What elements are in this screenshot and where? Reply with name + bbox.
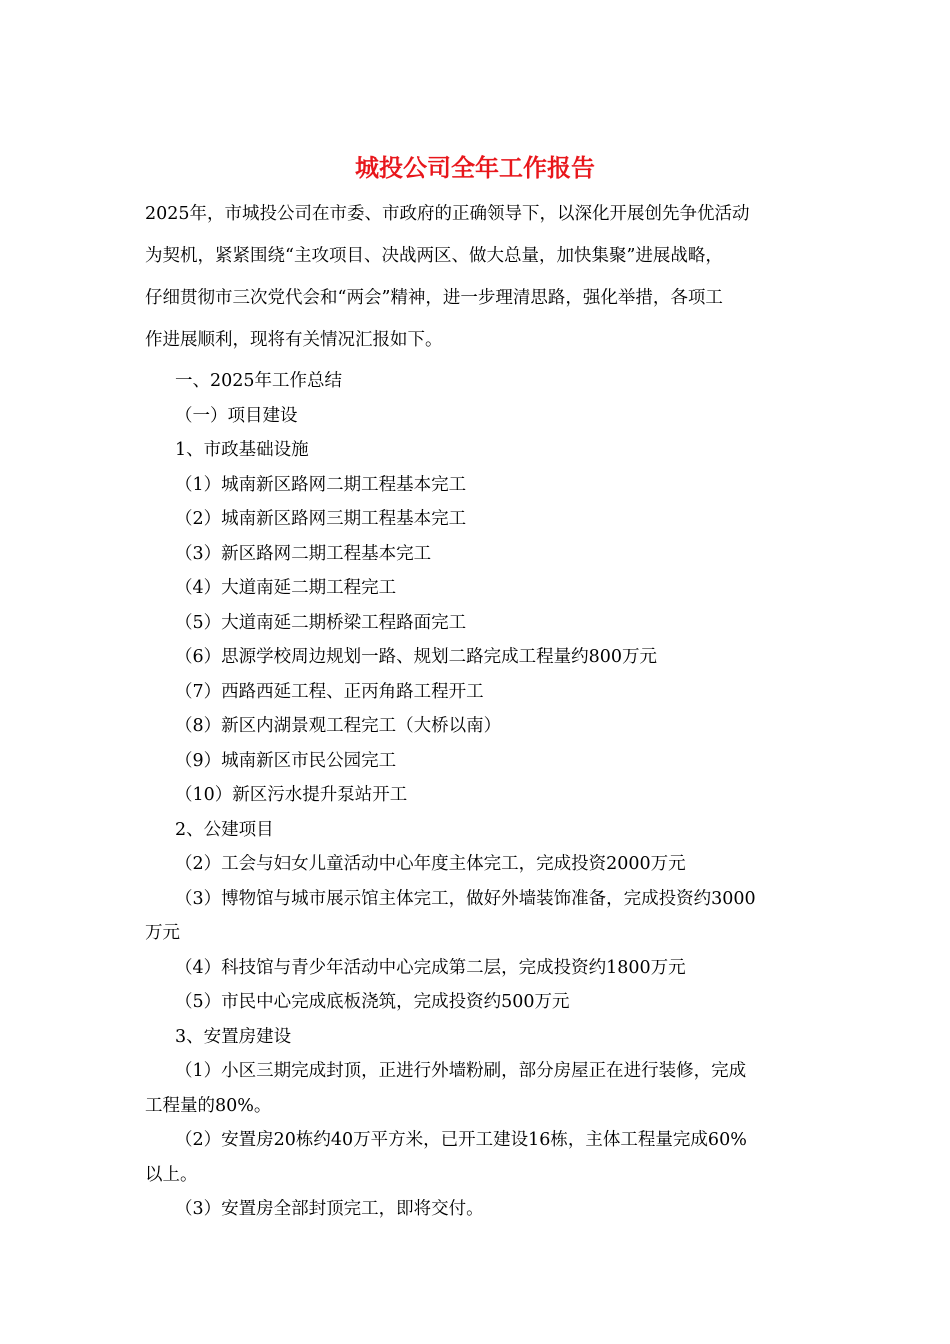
list-item: （8）新区内湖景观工程完工（大桥以南） [175, 716, 502, 736]
group-heading-municipal: 1、市政基础设施 [175, 440, 309, 460]
section-heading: 一、2025年工作总结 [175, 371, 343, 391]
list-item: （4）大道南延二期工程完工 [175, 578, 397, 598]
list-item: （10）新区污水提升泵站开工 [175, 785, 408, 805]
group-heading-resettlement-housing: 3、安置房建设 [175, 1026, 292, 1047]
list-item: （2）城南新区路网三期工程基本完工 [175, 509, 467, 529]
list-item: （1）小区三期完成封顶，正进行外墙粉刷，部分房屋正在进行装修，完成 [175, 1061, 747, 1081]
list-item: （2）工会与妇女儿童活动中心年度主体完工，完成投资2000万元 [175, 854, 686, 874]
list-item-continuation: 万元 [145, 923, 180, 943]
list-item: （2）安置房20栋约40万平方米，已开工建设16栋，主体工程量完成60% [175, 1130, 747, 1150]
intro-paragraph [145, 196, 805, 359]
document-title: 城投公司全年工作报告 [355, 153, 595, 182]
group-heading-public-buildings: 2、公建项目 [175, 819, 274, 840]
list-item: （3）安置房全部封顶完工，即将交付。 [175, 1199, 484, 1219]
list-item-continuation: 以上。 [145, 1164, 198, 1185]
document-body [145, 196, 805, 1227]
list-item: （4）科技馆与青少年活动中心完成第二层，完成投资约1800万元 [175, 957, 686, 978]
list-item: （3）博物馆与城市展示馆主体完工，做好外墙装饰准备，完成投资约3000 [175, 888, 756, 909]
list-item: （1）城南新区路网二期工程基本完工 [175, 474, 467, 495]
list-item: （5）大道南延二期桥梁工程路面完工 [175, 612, 467, 633]
list-item-continuation: 工程量的80%。 [145, 1095, 272, 1116]
intro-line: 仔细贯彻市三次党代会和“两会”精神，进一步理清思路，强化举措，各项工 [145, 288, 723, 308]
list-item: （9）城南新区市民公园完工 [175, 750, 397, 771]
intro-line: 为契机，紧紧围绕“主攻项目、决战两区、做大总量，加快集聚”进展战略， [145, 246, 723, 266]
list-item: （6）思源学校周边规划一路、规划二路完成工程量约800万元 [175, 647, 658, 667]
list-item: （5）市民中心完成底板浇筑，完成投资约500万元 [175, 992, 570, 1012]
intro-line: 作进展顺利，现将有关情况汇报如下。 [145, 330, 443, 350]
subsection-heading: （一）项目建设 [175, 405, 298, 426]
intro-line: 2025年，市城投公司在市委、市政府的正确领导下，以深化开展创先争优活动 [145, 204, 750, 224]
list-item: （3）新区路网二期工程基本完工 [175, 543, 432, 564]
list-item: （7）西路西延工程、正丙角路工程开工 [175, 681, 484, 702]
